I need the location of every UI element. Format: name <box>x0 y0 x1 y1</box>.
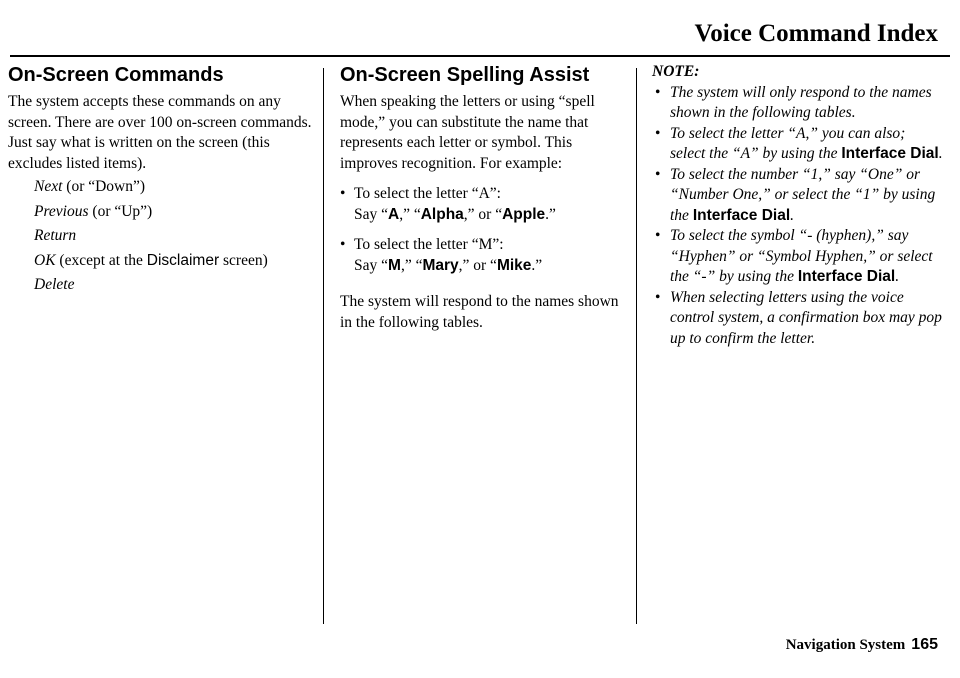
command-list <box>8 177 313 296</box>
command-note: (or “Down”) <box>62 178 146 195</box>
intro-paragraph: The system accepts these commands on any screen. There are over 100 on-screen commands. Just say what is written on the screen (this excludes listed items). <box>8 93 312 172</box>
command-name: Next <box>34 178 63 195</box>
command-name: OK <box>34 251 56 269</box>
list-item <box>34 226 313 247</box>
list-item <box>34 202 313 223</box>
note-text: . <box>790 206 795 224</box>
separator: ,” or “ <box>463 205 503 223</box>
command-note: (except at the <box>55 251 147 269</box>
spoken-term: A <box>388 205 400 223</box>
list-item <box>34 251 313 272</box>
column-divider <box>323 68 324 624</box>
command-note: (or “Up”) <box>88 202 153 220</box>
note-item <box>652 288 944 350</box>
page-number: 165 <box>911 636 938 653</box>
note-text: When selecting letters using the voice control system, a confirmation box may pop up to confirm the letter. <box>670 288 942 347</box>
command-name: Delete <box>34 276 75 293</box>
column-divider <box>636 68 637 624</box>
example-say-line <box>354 256 625 277</box>
note-item <box>652 83 944 124</box>
note-text: To select the number “1,” say “One” or “Number One,” or select the “1” by using the <box>670 165 936 224</box>
separator: ,” “ <box>400 256 423 274</box>
separator: .” <box>531 256 543 274</box>
onscreen-commands-section <box>8 62 313 300</box>
list-item <box>34 177 313 198</box>
page-title: Voice Command Index <box>694 20 938 47</box>
section-name: Navigation System <box>785 637 906 653</box>
spoken-term: Apple <box>502 205 546 223</box>
note-item <box>652 165 944 227</box>
header-rule <box>10 55 950 57</box>
example-say-line <box>354 205 625 226</box>
note-section <box>652 62 944 349</box>
page-footer <box>786 636 938 654</box>
example-item <box>340 235 625 276</box>
command-note: screen) <box>219 251 268 269</box>
separator: ,” or “ <box>458 256 497 274</box>
command-name: Return <box>34 227 77 244</box>
separator: .” <box>545 205 556 223</box>
note-item <box>652 124 944 165</box>
ui-term: Interface Dial <box>692 206 791 224</box>
note-text: The system will only respond to the names shown in the following tables. <box>670 83 932 121</box>
say-text: Say “ <box>354 256 389 274</box>
spoken-term: Mike <box>496 256 532 274</box>
outro-paragraph: The system will respond to the names shown in the following tables. <box>340 293 619 331</box>
ui-term: Disclaimer <box>146 251 220 269</box>
spoken-term: Mary <box>422 256 459 274</box>
section-heading: On-Screen Spelling Assist <box>340 64 590 86</box>
say-text: Say “ <box>354 205 389 223</box>
note-text: To select the symbol “- (hyphen),” say “Hyphen” or “Symbol Hyphen,” or select the “-” by using the <box>670 227 933 285</box>
separator: ,” “ <box>399 205 421 223</box>
note-text: . <box>938 145 943 162</box>
spelling-assist-section <box>340 62 625 333</box>
note-text: . <box>895 268 900 285</box>
note-item <box>652 226 944 288</box>
intro-paragraph: When speaking the letters or using “spell mode,” you can substitute the name that represents each letter or symbol. This improves recognition. For example: <box>340 93 595 172</box>
ui-term: Interface Dial <box>841 145 939 162</box>
command-name: Previous <box>34 202 89 220</box>
list-item <box>34 275 313 296</box>
example-line: • To select the letter “A”: <box>354 185 501 202</box>
ui-term: Interface Dial <box>797 268 896 285</box>
example-item <box>340 184 625 225</box>
example-line: • To select the letter “M”: <box>354 236 504 253</box>
note-text: To select the letter “A,” you can also; select the “A” by using the <box>670 124 906 162</box>
note-title: NOTE: <box>652 63 700 80</box>
spoken-term: Alpha <box>420 205 464 223</box>
spoken-term: M <box>388 256 401 274</box>
section-heading: On-Screen Commands <box>8 64 224 86</box>
